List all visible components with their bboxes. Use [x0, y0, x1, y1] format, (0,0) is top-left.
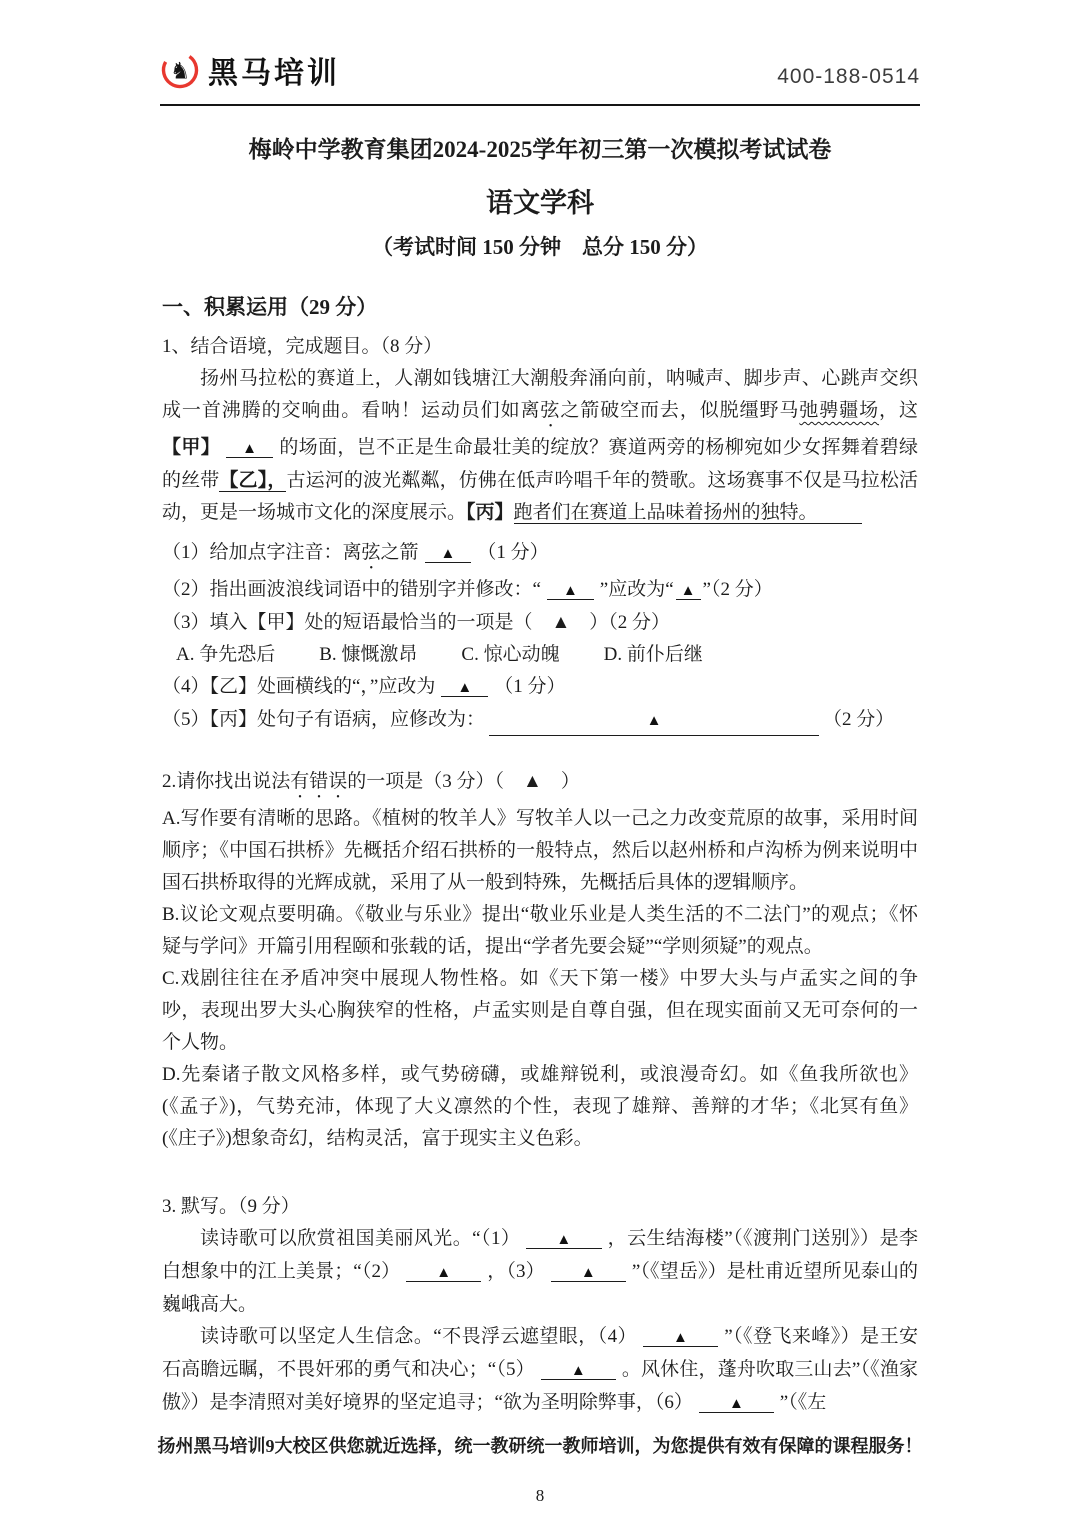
q1-sub3-choices	[162, 639, 918, 671]
dictation-text: ，（3）	[487, 1261, 545, 1283]
question-3	[162, 1191, 918, 1420]
sub2-text: ”应改为“	[599, 579, 674, 601]
dotted-phrase: 有错误	[290, 771, 348, 793]
dictation-blank-1: ▲	[526, 1232, 601, 1249]
dictation-text: ”（《望岳》）是杜甫近望所见泰山的巍峨高大。	[162, 1261, 918, 1316]
passage-text: 扬州马拉松的赛道上，人潮如钱塘江大潮般奔涌向前，呐喊声、脚步声、心跳声交织成一首沸腾的交响曲。看呐！运动员们如离	[162, 368, 918, 422]
dictation-text: 读诗歌可以坚定人生信念。“不畏浮云遮望眼，（4）	[200, 1326, 637, 1348]
q3-paragraph-2	[162, 1321, 918, 1420]
stem-text: 2.请你找出说法	[162, 771, 291, 793]
q3-paragraph-1	[162, 1223, 918, 1321]
header-divider	[160, 104, 920, 106]
q1-sub1	[162, 537, 918, 574]
dictation-blank-2: ▲	[406, 1265, 481, 1282]
page-number: 8	[535, 1486, 545, 1505]
sub1-score: （1 分）	[477, 542, 549, 564]
choice-a: A. 争先恐后	[176, 644, 276, 666]
marker-yi-underlined-comma: 【乙】，	[219, 470, 287, 492]
dotted-char: 弦	[540, 400, 561, 422]
dotted-char: 弦	[361, 542, 381, 564]
dictation-blank-5: ▲	[541, 1363, 616, 1380]
marker-bing: 【丙】	[466, 502, 514, 524]
sub4-score: （1 分）	[494, 676, 566, 698]
dictation-text: ，云生结海楼”（《渡荆门送别》）是李白想象中的江上美景；“（2）	[162, 1228, 919, 1283]
q2-option-a: A.写作要有清晰的思路。《植树的牧羊人》写牧羊人以一己之力改变荒原的故事，采用时间顺序；《中国石拱桥》先概括介绍石拱桥的一般特点，然后以赵州桥和卢沟桥为例来说明中国石拱桥取得的光辉成就，采用了从一般到特殊，先概括后具体的逻辑顺序。	[162, 808, 918, 894]
passage-text: 的场面，岂不正是生命最壮美的绽放？赛道两旁的杨柳宛如少女挥舞着碧绿的丝带	[162, 437, 918, 492]
question-1-label: 1、结合语境，完成题目。（8 分）	[162, 336, 443, 358]
sub2-score: ”（2 分）	[702, 579, 773, 601]
sub5-score: （2 分）	[823, 709, 895, 731]
q1-sub5	[162, 704, 918, 736]
choice-c: C. 惊心动魄	[461, 644, 560, 666]
q2-option-c: C.戏剧往往在矛盾冲突中展现人物性格。如《天下第一楼》中罗大头与卢孟实之间的争吵，表现出罗大头心胸狭窄的性格，卢孟实则是自尊自强，但在现实面前又无可奈何的一个人物。	[162, 968, 918, 1054]
dictation-blank-4: ▲	[643, 1330, 718, 1347]
question-2-stem	[162, 766, 918, 803]
question-2	[162, 766, 918, 1155]
sub4-text: （4）【乙】处画横线的“，”应改为	[162, 676, 436, 698]
q2-option-d: D.先秦诸子散文风格多样，或气势磅礴，或雄辩锐利，或浪漫奇幻。如《鱼我所欲也》(《孟子》)，气势充沛，体现了大义凛然的个性，表现了雄辩、善辩的才华；《北冥有鱼》(《庄子》)想象奇幻，结构灵活，富于现实主义色彩。	[162, 1064, 918, 1150]
correction-answer-blank: ▲	[676, 583, 701, 600]
choice-d: D. 前仆后继	[603, 644, 703, 666]
section1-heading: 一、积累运用（29 分）	[162, 295, 378, 320]
dictation-text: 读诗歌可以欣赏祖国美丽风光。“（1）	[200, 1228, 521, 1250]
dictation-blank-6: ▲	[699, 1396, 774, 1413]
page-header	[160, 0, 920, 92]
q1-sub4	[162, 671, 918, 704]
wavy-typo-word: 弛骋疆场	[799, 400, 880, 422]
header-phone: 400-188-0514	[777, 65, 920, 88]
sub1-text: （1）给加点字注音：离	[162, 542, 362, 564]
q1-passage	[162, 363, 918, 529]
sub1-text: 之箭	[380, 542, 419, 564]
exam-meta: （考试时间 150 分钟 总分 150 分）	[372, 235, 708, 260]
q1-sub3: （3）填入【甲】处的短语最恰当的一项是（ ▲ ）（2 分）	[162, 612, 671, 634]
exam-title: 梅岭中学教育集团2024-2025学年初三第一次模拟考试试卷	[248, 137, 832, 162]
choice-b: B. 慷慨激昂	[319, 644, 418, 666]
pinyin-answer-blank: ▲	[425, 546, 472, 563]
punctuation-answer-blank: ▲	[441, 680, 488, 697]
answer-blank-jia: ▲	[226, 441, 273, 458]
brand-logo	[160, 48, 340, 92]
horse-logo-icon	[160, 50, 200, 90]
dictation-text: 。风休住，蓬舟吹取三山去”（《渔家傲》）是李清照对美好境界的坚定追寻；“欲为圣明除弊事，（6）	[162, 1359, 918, 1414]
sentence-revision-blank: ▲	[489, 707, 819, 736]
exam-subject: 语文学科	[486, 188, 594, 219]
passage-text: 古运河的波光粼粼，仿佛在低声吟唱千年的赞歌。这场赛事不仅是马拉松活动，更是一场城市文化的深度展示。	[162, 470, 918, 524]
dictation-text: ”（《登飞来峰》）是王安石高瞻远瞩，不畏奸邪的勇气和决心；“（5）	[162, 1326, 919, 1381]
passage-text: 之箭破空而去，似脱缰野马	[560, 400, 800, 422]
sub5-text: （5）【丙】处句子有语病，应修改为：	[162, 709, 486, 731]
exam-content	[162, 134, 918, 1420]
svg-text:♞: ♞	[169, 58, 191, 85]
marker-jia: 【甲】	[162, 437, 221, 459]
underlined-clause: 跑者们在赛道上品味着扬州的独特。	[514, 502, 862, 524]
q1-sub2	[162, 574, 918, 607]
typo-answer-blank: ▲	[547, 583, 594, 600]
brand-name: 黑马培训	[208, 57, 340, 90]
question-1	[162, 331, 918, 736]
footer-service-text: 扬州黑马培训9大校区供您就近选择，统一教研统一教师培训，为您提供有效有保障的课程服务！	[157, 1436, 923, 1456]
q2-option-b: B.议论文观点要明确。《敬业与乐业》提出“敬业乐业是人类生活的不二法门”的观点；《怀疑与学问》开篇引用程颐和张载的话，提出“学者先要会疑”“学则须疑”的观点。	[162, 904, 918, 958]
q1-subquestions	[162, 537, 918, 736]
passage-text: ，这	[879, 400, 918, 422]
question-3-label: 3. 默写。（9 分）	[162, 1196, 300, 1218]
sub2-text: （2）指出画波浪线词语中的错别字并修改：“	[162, 579, 541, 601]
stem-text: 的一项是（3 分）（ ▲ ）	[347, 771, 580, 793]
dictation-text: ”（《左	[779, 1392, 827, 1414]
dictation-blank-3: ▲	[551, 1265, 626, 1282]
